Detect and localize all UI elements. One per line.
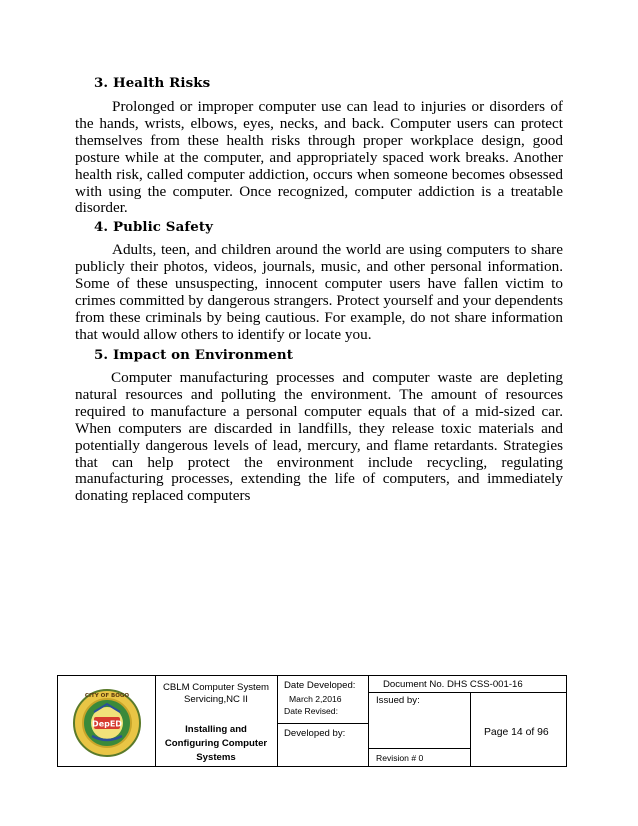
revision-number: Revision # 0 [376, 753, 424, 763]
section-heading-public-safety: 4. Public Safety [94, 219, 213, 235]
document-number: Document No. DHS CSS-001-16 [383, 679, 523, 690]
date-revised-label: Date Revised: [284, 706, 338, 716]
document-footer-table [57, 675, 567, 767]
city-seal-logo-icon [72, 688, 142, 758]
svg-text:DepED: DepED [92, 719, 122, 729]
date-developed-value: March 2,2016 [289, 694, 342, 704]
issued-by-label: Issued by: [376, 695, 420, 706]
paragraph-impact-environment: Computer manufacturing processes and computer waste are depleting natural resources and polluting the environment. The amount of resources required to manufacture a personal computer equals that of a mid-sized car. When computers are discarded in landfills, they release toxic materials and potentially dangerous levels of lead, mercury, and flame retardants. Strategies that can help protect the environment include recycling, regulating manufacturing processes, extending the life of computers, and immediately donating replaced computers [75, 369, 563, 505]
paragraph-health-risks: Prolonged or improper computer use can lead to injuries or disorders of the hands, wrists, elbows, eyes, necks, and back. Computer users can protect themselves from these health risks through proper workplace design, good posture while at the computer, and appropriately spaced work breaks. Another health risk, called computer addiction, occurs when someone becomes obsessed with using the computer. Once recognized, computer addiction is a treatable disorder. [75, 98, 563, 217]
developed-by-label: Developed by: [284, 728, 346, 739]
svg-text:CITY OF BOGO: CITY OF BOGO [84, 693, 130, 699]
page-number: Page 14 of 96 [484, 727, 549, 738]
paragraph-public-safety: Adults, teen, and children around the world are using computers to share publicly their photos, videos, journals, music, and other personal information. Some of these unsuspecting, innocent computer users have fallen victim to crimes committed by dangerous strangers. Protect yourself and your dependents from these criminals by being cautious. For example, do not share information that would allow others to identify or locate you. [75, 241, 563, 343]
footer-course-title: CBLM Computer System Servicing,NC II [162, 682, 270, 705]
footer-module-title: Installing and Configuring Computer Systems [164, 724, 268, 763]
date-developed-label: Date Developed: [284, 680, 356, 691]
section-heading-health-risks: 3. Health Risks [94, 75, 211, 91]
section-heading-impact-environment: 5. Impact on Environment [94, 347, 293, 363]
